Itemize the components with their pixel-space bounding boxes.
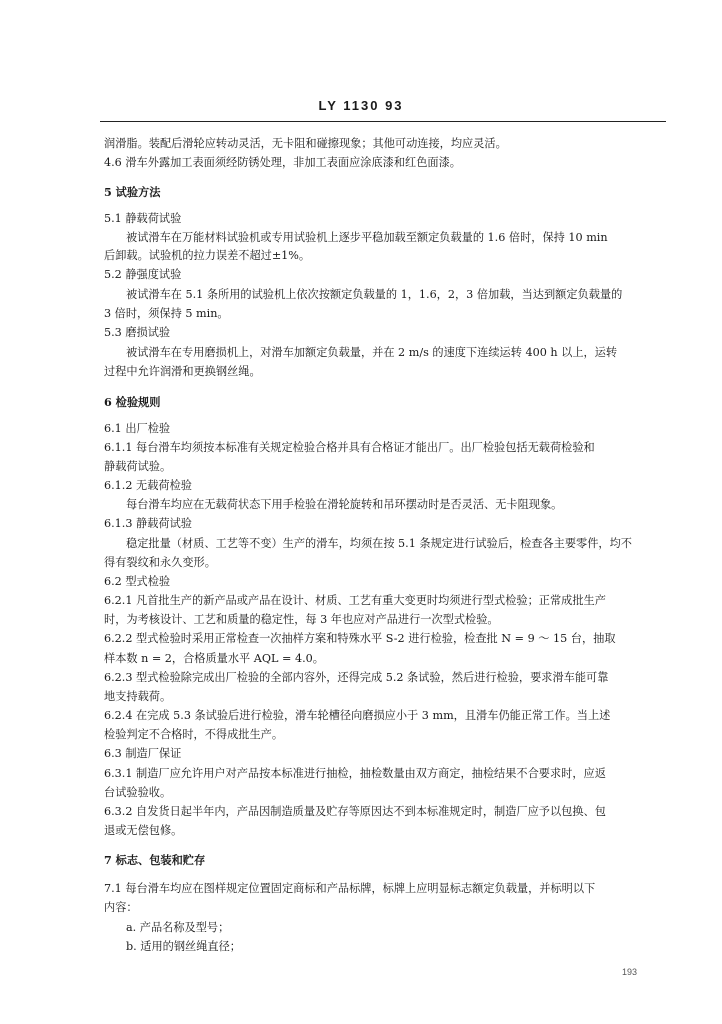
text-line: 每台滑车均应在无载荷状态下用手检验在滑轮旋转和吊环摆动时是否灵活、无卡阻现象。 — [126, 498, 563, 511]
text-line: 过程中允许润滑和更换钢丝绳。 — [104, 365, 261, 378]
list-item: b. 适用的钢丝绳直径； — [126, 940, 241, 953]
list-item: a. 产品名称及型号； — [126, 921, 230, 934]
text-line: 静载荷试验。 — [104, 460, 172, 473]
text-line: 样本数 n = 2，合格质量水平 AQL = 4.0。 — [104, 652, 324, 665]
subsection-heading: 5.1 静载荷试验 — [104, 212, 182, 225]
text-line: 6.2.2 型式检验时采用正常检查一次抽样方案和特殊水平 S-2 进行检验，检查批 N = 9 ～ 15 台，抽取 — [104, 632, 616, 645]
page-number: 193 — [622, 967, 638, 977]
text-line: 7.1 每台滑车均应在图样规定位置固定商标和产品标牌，标牌上应明显标志额定负载量，并标明以下 — [104, 882, 596, 895]
header-rule — [100, 121, 666, 122]
text-line: 6.2.1 凡首批生产的新产品或产品在设计、材质、工艺有重大变更时均须进行型式检验；正常成批生产 — [104, 594, 606, 607]
standard-code-header: LY 1130 93 — [318, 98, 404, 113]
text-line: 润滑脂。装配后滑轮应转动灵活，无卡阻和碰擦现象；其他可动连接，均应灵活。 — [104, 137, 507, 150]
text-line: 稳定批量（材质、工艺等不变）生产的滑车，均须在按 5.1 条规定进行试验后，检查各主要零件，均不 — [126, 537, 632, 550]
text-line: 得有裂纹和永久变形。 — [104, 556, 216, 569]
text-line: 6.2.4 在完成 5.3 条试验后进行检验，滑车轮槽径向磨损应小于 3 mm，且滑车仍能正常工作。当上述 — [104, 709, 611, 722]
subsection-heading: 6.1 出厂检验 — [104, 422, 171, 435]
text-line: 被试滑车在万能材料试验机或专用试验机上逐步平稳加载至额定负载量的 1.6 倍时，保持 10 min — [126, 231, 608, 244]
section-heading: 6 检验规则 — [104, 395, 161, 409]
subsection-heading: 6.1.2 无载荷检验 — [104, 479, 192, 492]
subsection-heading: 6.2 型式检验 — [104, 575, 171, 588]
text-line: 被试滑车在 5.1 条所用的试验机上依次按额定负载量的 1，1.6，2，3 倍加载，当达到额定负载量的 — [126, 288, 623, 301]
text-line: 地支持载荷。 — [104, 690, 172, 703]
text-line: 6.3.2 自发货日起半年内，产品因制造质量及贮存等原因达不到本标准规定时，制造厂应予以包换、包 — [104, 805, 606, 818]
subsection-heading: 5.2 静强度试验 — [104, 268, 182, 281]
text-line: 内容： — [104, 901, 138, 914]
text-line: 检验判定不合格时，不得成批生产。 — [104, 728, 284, 741]
text-line: 被试滑车在专用磨损机上，对滑车加额定负载量，并在 2 m/s 的速度下连续运转 400 h 以上，运转 — [126, 346, 618, 359]
subsection-heading: 6.3 制造厂保证 — [104, 747, 182, 760]
text-line: 3 倍时，须保持 5 min。 — [104, 307, 229, 320]
text-line: 6.2.3 型式检验除完成出厂检验的全部内容外，还得完成 5.2 条试验，然后进行检验，要求滑车能可靠 — [104, 671, 609, 684]
text-line: 6.3.1 制造厂应允许用户对产品按本标准进行抽检，抽检数量由双方商定，抽检结果不合要求时，应返 — [104, 767, 606, 780]
text-line: 退或无偿包修。 — [104, 824, 183, 837]
text-line: 6.1.1 每台滑车均须按本标准有关规定检验合格并具有合格证才能出厂。出厂检验包括无载荷检验和 — [104, 441, 595, 454]
text-line: 4.6 滑车外露加工表面须经防锈处理，非加工表面应涂底漆和红色面漆。 — [104, 156, 461, 169]
section-heading: 7 标志、包装和贮存 — [104, 853, 206, 867]
subsection-heading: 5.3 磨损试验 — [104, 326, 171, 339]
text-line: 后卸载。试验机的拉力误差不超过±1%。 — [104, 249, 311, 262]
subsection-heading: 6.1.3 静载荷试验 — [104, 517, 192, 530]
text-line: 台试验验收。 — [104, 786, 172, 799]
section-heading: 5 试验方法 — [104, 185, 161, 199]
text-line: 时，为考核设计、工艺和质量的稳定性，每 3 年也应对产品进行一次型式检验。 — [104, 613, 499, 626]
